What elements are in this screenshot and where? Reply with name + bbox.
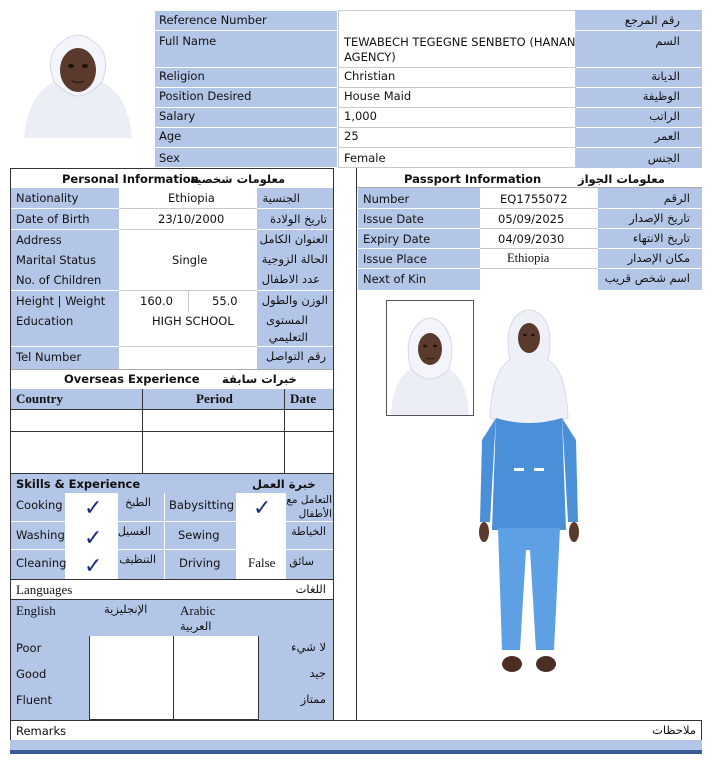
address-label: Address [16,233,62,247]
religion-value: Christian [344,69,396,83]
sewing-label-ar: الخياطة [291,525,326,538]
lang-level-poor: Poor [16,641,42,655]
lang-level-good-ar: جيد [309,666,326,680]
headshot-photo [14,24,142,138]
issue-date-label: Issue Date [363,212,424,226]
education-label-ar-2: التعليمي [268,330,308,344]
full-name-label: Full Name [159,34,217,48]
passport-number-value: EQ1755072 [500,192,568,206]
next-of-kin-label: Next of Kin [363,272,427,286]
lang-level-good: Good [16,667,47,681]
full-body-photo [474,300,584,690]
cleaning-label-ar: التنظيف [119,553,156,566]
remarks-bar [10,740,702,750]
babysitting-label: Babysitting [169,498,235,512]
cleaning-check-icon: ✓ [84,554,103,579]
age-label: Age [159,129,182,143]
passport-number-label-ar: الرقم [663,191,690,205]
education-label-ar-1: المستوى [265,313,308,327]
languages-title: Languages [16,582,73,597]
expiry-date-value: 04/09/2030 [498,232,565,246]
passport-photo [386,300,474,416]
babysitting-label-ar-2: الأطفال [298,508,332,520]
header-table [154,10,702,168]
cooking-check-icon: ✓ [84,496,103,521]
children-label: No. of Children [16,273,102,287]
children-label-ar: عدد الاطفال [261,272,320,286]
full-name-value-line1: TEWABECH TEGEGNE SENBETO (HANAN [344,35,576,49]
overseas-col-period: Period [196,391,233,406]
lang-arabic-ar: العربية [180,619,212,633]
overseas-title: Overseas Experience [64,372,200,386]
cleaning-label: Cleaning [16,556,67,570]
lang-level-poor-ar: لا شيء [291,640,326,654]
address-label-ar: العنوان الكامل [259,232,328,246]
marital-value: Single [172,253,208,267]
sex-label-ar: الجنس [647,151,680,165]
personal-info-title: Personal Information [62,172,199,186]
salary-label: Salary [159,109,196,123]
remarks-label: Remarks [16,724,67,738]
lang-english-ar: الإنجليزية [104,602,148,616]
full-name-value-line2: AGENCY) [344,50,396,64]
lang-english: English [16,603,56,618]
lang-level-fluent: Fluent [16,693,52,707]
nationality-label: Nationality [16,191,79,205]
education-label: Education [16,314,74,328]
next-of-kin-label-ar: اسم شخص قريب [604,271,690,285]
expiry-date-label-ar: تاريخ الانتهاء [632,231,690,245]
height-weight-label: Height | Weight [16,294,106,308]
washing-label: Washing [16,528,65,542]
sex-label: Sex [159,151,180,165]
marital-label: Marital Status [16,253,96,267]
expiry-date-label: Expiry Date [363,232,431,246]
weight-value: 55.0 [212,294,238,308]
overseas-col-country: Country [16,391,63,406]
skills-title-ar: خبرة العمل [252,477,316,491]
overseas-col-date: Date [290,391,316,406]
sewing-label: Sewing [178,528,220,542]
passport-info-title: Passport Information [404,172,542,186]
religion-label-ar: الديانة [651,69,680,83]
babysitting-label-ar-1: التعامل مع [286,494,332,506]
cooking-label-ar: الطبخ [125,496,151,509]
issue-place-label: Issue Place [363,252,427,266]
nationality-label-ar: الجنسية [262,191,300,205]
education-value: HIGH SCHOOL [152,314,234,328]
dob-value: 23/10/2000 [158,212,225,226]
lang-level-fluent-ar: ممتاز [300,692,326,706]
religion-label: Religion [159,69,205,83]
dob-label-ar: تاريخ الولادة [270,212,327,226]
tel-label-ar: رقم التواصل [265,349,326,363]
position-label-ar: الوظيفة [642,89,680,103]
issue-date-label-ar: تاريخ الإصدار [629,211,690,225]
height-value: 160.0 [140,294,173,308]
issue-date-value: 05/09/2025 [498,212,565,226]
reference-number-label-ar: رقم المرجع [624,13,680,27]
skills-title: Skills & Experience [16,477,141,491]
driving-label: Driving [179,556,221,570]
driving-label-ar: سائق [289,555,314,568]
dob-label: Date of Birth [16,212,90,226]
languages-title-ar: اللغات [295,582,326,596]
position-value: House Maid [344,89,412,103]
reference-number-label: Reference Number [159,13,267,27]
position-label: Position Desired [159,89,252,103]
remarks-label-ar: ملاحظات [652,723,696,737]
passport-number-label: Number [363,192,410,206]
marital-label-ar: الحالة الزوجية [261,252,328,266]
issue-place-value: Ethiopia [507,251,550,265]
washing-label-ar: الغسيل [117,525,151,538]
full-name-label-ar: السم [655,34,680,48]
salary-value: 1,000 [344,109,377,123]
driving-value: False [248,555,276,570]
babysitting-check-icon: ✓ [253,496,272,521]
sex-value: Female [344,151,386,165]
lang-arabic: Arabic [180,603,216,618]
issue-place-label-ar: مكان الإصدار [627,251,690,265]
height-weight-label-ar: الوزن والطول [261,293,328,307]
age-label-ar: العمر [654,129,680,143]
nationality-value: Ethiopia [168,191,215,205]
overseas-title-ar: خبرات سابقة [222,372,297,386]
washing-check-icon: ✓ [84,526,103,551]
personal-info-title-ar: معلومات شخصية [190,172,286,186]
tel-label: Tel Number [16,350,82,364]
passport-info-title-ar: معلومات الجواز [578,172,665,186]
salary-label-ar: الراتب [649,109,680,123]
age-value: 25 [344,129,359,143]
cooking-label: Cooking [16,498,63,512]
